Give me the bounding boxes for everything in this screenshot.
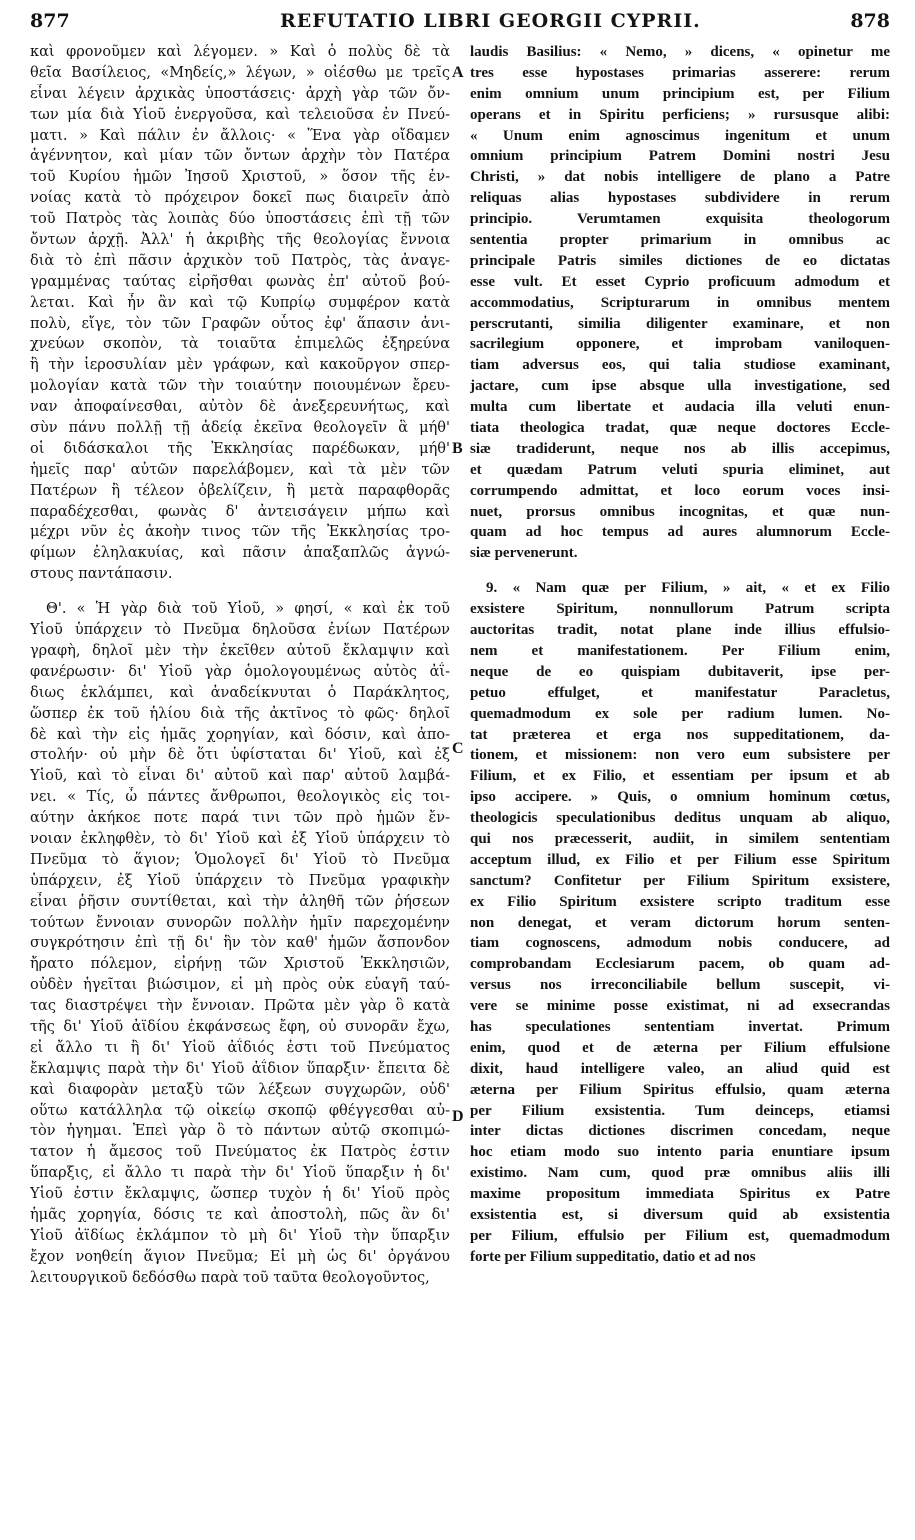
greek-text-line: ἡμᾶς χορηγία, δόσις τε καὶ ἀποστολὴ, πῶς ἂν δι' <box>30 1206 450 1223</box>
greek-text-line: χνεύων σκοπὸν, τὰ τοιαῦτα ἐπιμελῶς ἐξηρεύνα <box>30 336 450 353</box>
greek-text-line: οὕτω κατάλληλα τῷ οἰκείῳ σκοπῷ φθέγγεσθαι αὐ- <box>30 1102 450 1119</box>
greek-text-line: Υἱοῦ ἀϊδίως ἐκλάμπον τὸ μὴ δι' Υἱοῦ τὴν ὕπαρξιν <box>30 1227 450 1244</box>
latin-text-line: qui nos præcesserit, audiit, in similem sententiam <box>470 830 890 847</box>
greek-text-line: Πνεῦμα τὸ ἅγιον; Ὁμολογεῖ δι' Υἱοῦ τὸ Πνεῦμα <box>30 851 450 868</box>
greek-text-line: τατον ἡ ἄμεσος τοῦ Πνεύματος ἐκ Πατρὸς ἐστιν <box>30 1144 450 1161</box>
latin-text-line: per Filium exsistentia. Tum deinceps, etiamsi <box>470 1102 890 1119</box>
latin-text-line: auctoritas tradit, notat plane inde illius effulsio- <box>470 622 890 639</box>
greek-text-line: μολογίαν κατὰ τῶν τὴν τοιαύτην ποιουμένων ἔρευ- <box>30 378 450 395</box>
latin-text-line: jactare, cum ipse absque ulla investigatione, sed <box>470 378 890 395</box>
latin-text-line: æterna per Filium Spiritus effulsio, quam æterna <box>470 1081 890 1098</box>
greek-text-line: γραμμένας ταύτας εἰρῆσθαι φωνὰς ἐπ' αὐτοῦ βού- <box>30 273 450 290</box>
greek-text-line: ὕπαρξις, εἰ ἄλλο τι παρὰ τὴν δι' Υἱοῦ ὕπαρξιν ἡ δι' <box>30 1165 450 1182</box>
greek-text-line: ἀγέννητον, καὶ μίαν τῶν ὄντων ἀρχὴν τὸν Πατέρα <box>30 148 450 165</box>
greek-text-line: τῆς δι' Υἱοῦ ἀϊδίου ἐκφάνσεως ἔφη, οὐ συνορᾶν ἔχω, <box>30 1018 450 1035</box>
greek-text-line: νει. « Τίς, ὦ πάντες ἄνθρωποι, θεολογικὸς εἰς τοι- <box>30 789 450 806</box>
latin-text-line: ipso accipere. » Quis, o omnium hominum cœtus, <box>470 789 890 806</box>
latin-text-line: has speculationes sententiam invertat. Primum <box>470 1018 890 1035</box>
greek-text-line: παραδέχεσθαι, φωνὰς δ' ἀντεισάγειν μήπω καὶ <box>30 503 450 520</box>
latin-text-line: siæ pervenerunt. <box>470 545 578 562</box>
latin-text-line: maxime propositum immediata Spiritus ex Patre <box>470 1186 890 1203</box>
latin-text-line: vere se minime posse existimat, ni ad exsecrandas <box>470 998 890 1015</box>
latin-text-line: acceptum illud, ex Filio et per Filium esse Spiritum <box>470 851 890 868</box>
latin-text-line: exsistentia est, si diversum quid ab exsistentia <box>470 1206 890 1223</box>
latin-text-line: exsistere Spiritum, nonnullorum Patrum scripta <box>470 601 890 618</box>
latin-text-line: hoc etiam modo suo intento paria enuntiare ipsum <box>470 1144 890 1161</box>
latin-text-line: neque de eo quispiam dubitaverit, ipse per- <box>470 663 890 680</box>
latin-text-line: esse vult. Et esset Cyprio proficuum admodum et <box>470 273 890 290</box>
greek-text-line: καὶ διαφορὰν μεταξὺ τῶν λέξεων συγχωρῶν, οὐδ' <box>30 1081 450 1098</box>
page-number-right: 878 <box>850 10 890 32</box>
greek-text-line: οἱ διδάσκαλοι τῆς Ἐκκλησίας παρέδωκαν, μήθ' <box>30 440 450 457</box>
greek-text-line: Υἱοῦ ἐστιν ἔκλαμψις, ὥσπερ τυχὸν ἡ δι' Υἱοῦ πρὸς <box>30 1186 450 1203</box>
latin-text-line: tiam adversus eos, qui talia studiose examinant, <box>470 357 890 374</box>
greek-text-line: φίμων ἐληλακυίας, καὶ πᾶσιν ἀπαξαπλῶς ἀγνώ- <box>30 545 450 562</box>
greek-text-line: λεται. Καὶ ἦν ἂν καὶ τῷ Κυπρίῳ συμφέρον κατὰ <box>30 294 450 311</box>
greek-text-line: τούτων ἔννοιαν συνορῶν πολλὴν ἡμῖν παρεχομένην <box>30 914 450 931</box>
latin-text-line: sacrilegium opponere, et improbam vaniloquen- <box>470 336 890 353</box>
greek-text-line: ὥσπερ ἐκ τοῦ ἡλίου διὰ τῆς ἀκτῖνος τὸ φῶς· δηλοῖ <box>30 705 450 722</box>
greek-text-line: νοιαν ἐκληφθὲν, τὸ δι' Υἱοῦ καὶ ἐξ Υἱοῦ ὑπάρχειν τὸ <box>30 830 450 847</box>
greek-text-line: στολήν· οὐ μὴν δὲ ὅτι ὑφίσταται δι' Υἱοῦ, καὶ ἐξ <box>30 747 450 764</box>
greek-text-line: ἡμεῖς παρ' αὐτῶν παρελάβομεν, καὶ τὰ μὲν τῶν <box>30 461 450 478</box>
latin-text-line: dixit, haud intelligere valeo, an aliud quid est <box>470 1060 890 1077</box>
section-marker-b: B <box>452 440 463 457</box>
latin-text-line: tiam cognoscens, admodum nobis conducere, ad <box>470 935 890 952</box>
latin-text-line: tionem, et missionem: non vero eum subsistere per <box>470 747 890 764</box>
greek-text-line: ναν ἀποφαίνεσθαι, αὐτὸν δὲ ἀνεξερευνήτως, καὶ <box>30 399 450 416</box>
page-header <box>30 8 890 38</box>
greek-text-line: ἤρατο πόλεμον, εἰρήνῃ τῶν Χριστοῦ Ἐκκλησιῶν, <box>30 956 450 973</box>
latin-text-line: ex Filio Spiritum exsistere scripto traditum esse <box>470 893 890 910</box>
latin-text-line: laudis Basilius: « Nemo, » dicens, « opinetur me <box>470 44 890 60</box>
greek-text-line: διως ἐκλάμπει, καὶ ἀναδείκνυται ὁ Παράκλητος, <box>30 684 450 701</box>
latin-text-line: principale Patris similes dictiones de eo dictatas <box>470 252 890 269</box>
greek-column <box>30 42 450 1289</box>
section-marker-a: A <box>452 64 464 81</box>
latin-text-line: 9. « Nam quæ per Filium, » ait, « et ex Filio <box>486 580 890 597</box>
greek-text-line: τοῦ Κυρίου ἡμῶν Ἰησοῦ Χριστοῦ, » ὅσον τῆς ἐν- <box>30 169 450 186</box>
greek-text-line: καὶ φρονοῦμεν καὶ λέγομεν. » Καὶ ὁ πολὺς δὲ τὰ <box>30 44 450 60</box>
latin-text-line: principio. Verumtamen exquisita theologorum <box>470 211 890 228</box>
latin-text-line: comprobandam Ecclesiarum pacem, ob quam ad- <box>470 956 890 973</box>
greek-text-line: Υἱοῦ, καὶ τὸ εἶναι δι' αὐτοῦ καὶ παρ' αὐτοῦ λαμβά- <box>30 768 450 785</box>
latin-text-line: sententia propter primarium in omnibus ac <box>470 232 890 249</box>
latin-text-line: non denegat, et veram dictorum horum senten- <box>470 914 890 931</box>
running-title: REFUTATIO LIBRI GEORGII CYPRII. <box>280 10 701 32</box>
latin-text-line: forte per Filium suppeditatio, datio et ad nos <box>470 1248 756 1265</box>
latin-text-line: perscrutanti, similia diligenter examinare, et non <box>470 315 890 332</box>
latin-text-line: operans et in Spiritu perficiens; » rursusque alibi: <box>470 106 890 123</box>
greek-text-line: συγκρότησιν ἐπὶ τῇ δι' ἣν τὸν καθ' ἡμῶν ἄσπονδον <box>30 935 450 952</box>
greek-text-line: ἔκλαμψις παρὰ τὴν δι' Υἱοῦ ἀΐδιον ὕπαρξιν· ἔπειτα δὲ <box>30 1060 450 1077</box>
greek-text-line: γραφὴ, δηλοῖ μὲν τὴν ἐκεῖθεν αὐτοῦ ἔκλαμψιν καὶ <box>30 642 450 659</box>
latin-text-line: inter dictas dictiones discrimen concedam, neque <box>470 1123 890 1140</box>
greek-text-line: τας διαστρέψει τὴν ἔννοιαν. Πρῶτα μὲν γὰρ ὃ κατὰ <box>30 998 450 1015</box>
latin-text-line: nuet, prorsus omnibus incognitas, et quæ nun- <box>470 503 890 520</box>
greek-text-line: οὐδὲν ἡγεῖται βιώσιμον, εἰ μὴ πρὸς οὐκ εὐαγῆ ταύ- <box>30 977 450 994</box>
latin-text-line: Filium, et ex Filio, et essentiam per ipsum et ab <box>470 768 890 785</box>
greek-text-line: τοῦ Πατρὸς τὰς λοιπὰς δύο ὑποστάσεις ἐπὶ τῇ τῶν <box>30 211 450 228</box>
latin-text-line: « Unum enim agnoscimus ingenitum et unum <box>470 127 890 144</box>
greek-text-line: σὺν πάνυ πολλῇ τῇ ἀδείᾳ ἐκεῖνα θεολογεῖν ἃ μήθ' <box>30 420 450 437</box>
latin-text-line: tres esse hypostases primarias asserere: rerum <box>470 64 890 81</box>
latin-text-line: omnium principium Patrem Domini nostri Jesu <box>470 148 890 165</box>
latin-text-line: enim omnium unum principium est, per Filium <box>470 85 890 102</box>
latin-text-line: enim, quod et de æterna per Filium effulsione <box>470 1039 890 1056</box>
greek-text-line: ὄντων ἀρχῇ. Ἀλλ' ἡ ἀκριβὴς τῆς θεολογίας ἔννοια <box>30 232 450 249</box>
greek-text-line: ἔχον νοηθείη ἅγιον Πνεῦμα; Εἰ μὴ ὡς δι' ὀργάνου <box>30 1248 450 1265</box>
greek-text-line: ὑπάρχειν, ἐξ Υἱοῦ ὑπάρχειν τὸ Πνεῦμα γραφικὴν <box>30 872 450 889</box>
latin-text-line: Christi, » dat nobis intelligere de plano a Patre <box>470 169 890 186</box>
latin-text-line: siæ tradiderunt, neque nos ab illis accepimus, <box>470 440 890 457</box>
greek-text-line: εἶναι ῥῆσιν συντίθεται, καὶ τὴν ἀληθῆ τῶν ῥήσεων <box>30 893 450 910</box>
greek-text-line: Πατέρων ἢ τέλεον ὀβελίζειν, ἢ μετὰ παραφθορᾶς <box>30 482 450 499</box>
latin-text-line: quemadmodum ex sole per radium lumen. No- <box>470 705 890 722</box>
latin-text-line: existimo. Nam cum, quod præ omnibus aliis illi <box>470 1165 890 1182</box>
latin-text-line: et quædam Patrum veluti spuria eliminet, aut <box>470 461 890 478</box>
latin-text-line: sanctum? Confitetur per Filium Spiritum exsistere, <box>470 872 890 889</box>
greek-text-line: λειτουργικοῦ δεδόσθω παρὰ τοῦ ταῦτα θεολογοῦντος, <box>30 1269 430 1286</box>
section-marker-d: D <box>452 1108 464 1125</box>
page-number-left: 877 <box>30 10 70 32</box>
latin-text-line: accommodatius, Scripturarum in omnibus mentem <box>470 294 890 311</box>
greek-text-line: τὸν ἡγημαι. Ἐπεὶ γὰρ ὃ τὸ πάντων αὐτῷ σκοπιμώ- <box>30 1123 450 1140</box>
latin-column <box>470 42 890 1268</box>
greek-text-line: στους παντάπασιν. <box>30 566 173 583</box>
latin-text-line: quam ad hoc tempus ad aures alumnorum Eccle- <box>470 524 890 541</box>
greek-text-line: φανέρωσιν· δι' Υἱοῦ γὰρ ὁμολογουμένως αὐτὸς ἀΐ- <box>30 663 450 680</box>
latin-text-line: multa cum libertate et audacia illa veluti enun- <box>470 399 890 416</box>
greek-text-line: μέχρι νῦν ἐς ἀκοὴν τινος τῶν τῆς Ἐκκλησίας τρο- <box>30 524 450 541</box>
greek-text-line: πολὺ, εἴγε, τὸν τῶν Γραφῶν οὗτος ἐφ' ἅπασιν ἀνι- <box>30 315 450 332</box>
greek-text-line: των μία διὰ Υἱοῦ ἐνεργοῦσα, καὶ τελειοῦσα ἐν Πνεύ- <box>30 106 450 123</box>
greek-text-line: αύτην ἀκήκοε ποτε παρά τινι τῶν πρὸ ἡμῶν ἔν- <box>30 810 450 827</box>
greek-text-line: ματι. » Καὶ πάλιν ἐν ἄλλοις· « Ἕνα γὰρ οἴδαμεν <box>30 127 450 144</box>
latin-text-line: tat præterea et erga nos suppeditationem, da- <box>470 726 890 743</box>
latin-text-line: tiata theologica tradat, quæ neque doctores Eccle- <box>470 420 890 437</box>
section-marker-c: C <box>452 740 464 757</box>
greek-text-line: ἢ τὴν ἱεροσυλίαν μὲν γράφων, καὶ κακοῦργον σπερ- <box>30 357 450 374</box>
greek-text-line: εἰ ἄλλο τι ἢ δι' Υἱοῦ ἀΐδιός ἐστι τοῦ Πνεύματος <box>30 1039 450 1056</box>
greek-text-line: εἶναι λέγειν ἀρχικὰς ὑποστάσεις· ἀρχὴ γὰρ τῶν ὄν- <box>30 85 450 102</box>
latin-text-line: nem et manifestationem. Per Filium enim, <box>470 642 890 659</box>
greek-text-line: διὰ τὸ ἐπὶ πᾶσιν ἀρχικὸν τοῦ Πατρὸς, τὰς ἀναγε- <box>30 252 450 269</box>
latin-text-line: petuo effulget, et manifestatur Paracletus, <box>470 684 890 701</box>
latin-text-line: versus nos irreconciliabile bellum suscepit, vi- <box>470 977 890 994</box>
greek-text-line: νοίας κατὰ τὸ πρόχειρον δοκεῖ πως διαιρεῖν ἀπὸ <box>30 190 450 207</box>
latin-text-line: reliquas alias hypostases subdividere in rerum <box>470 190 890 207</box>
latin-text-line: per Filium, effulsio per Filium est, quemadmodum <box>470 1227 890 1244</box>
greek-text-line: Υἱοῦ ὑπάρχειν τὸ Πνεῦμα δηλοῦσα ἐνίων Πατέρων <box>30 622 450 639</box>
latin-text-line: corrumpendo admittat, et loco eorum voces insi- <box>470 482 890 499</box>
latin-text-line: theologicis speculationibus deditus unquam ab aliquo, <box>470 810 890 827</box>
greek-text-line: Θ'. « Ἡ γὰρ διὰ τοῦ Υἱοῦ, » φησί, « καὶ ἐκ τοῦ <box>46 601 450 618</box>
greek-text-line: θεῖα Βασίλειος, «Μηδείς,» λέγων, » οἰέσθω με τρεῖς <box>30 64 450 81</box>
greek-text-line: δὲ καὶ τὴν εἰς ἡμᾶς χορηγίαν, καὶ δόσιν, καὶ ἀπο- <box>30 726 450 743</box>
